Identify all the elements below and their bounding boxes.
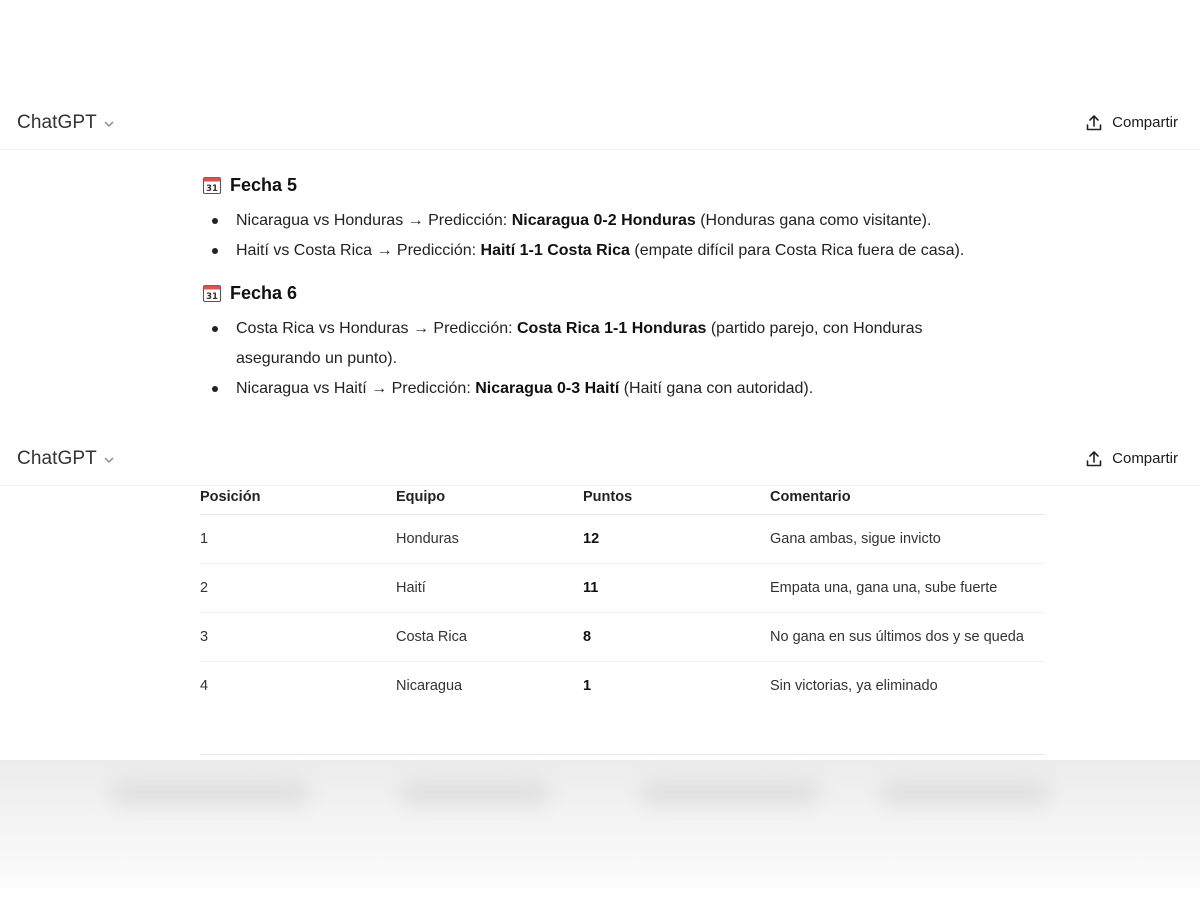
list-item: Nicaragua vs Honduras → Predicción: Nicaragua 0-2 Honduras (Honduras gana como visitante). bbox=[202, 206, 1062, 236]
cell-comment: Empata una, gana una, sube fuerte bbox=[770, 563, 1044, 612]
standings-table bbox=[200, 480, 1044, 710]
share-label: Compartir bbox=[1112, 450, 1178, 467]
brand-label: ChatGPT bbox=[17, 447, 97, 469]
top-header bbox=[0, 96, 1200, 150]
cell-comment: Gana ambas, sigue invicto bbox=[770, 514, 1044, 563]
cell-comment: Sin victorias, ya eliminado bbox=[770, 677, 938, 694]
cell-comment: No gana en sus últimos dos y se queda bbox=[770, 612, 1044, 661]
chevron-down-icon bbox=[103, 118, 115, 130]
list-item: Costa Rica vs Honduras → Predicción: Costa Rica 1-1 Honduras (partido parejo, con Honduras asegurando un punto). bbox=[202, 314, 962, 374]
cell-position: 4 bbox=[200, 677, 209, 694]
cell-points: 11 bbox=[583, 563, 770, 612]
cell-team: Nicaragua bbox=[396, 677, 463, 694]
cell-team: Honduras bbox=[396, 514, 583, 563]
table-row bbox=[200, 563, 1044, 612]
cell-points: 1 bbox=[583, 677, 592, 694]
chevron-down-icon bbox=[103, 454, 115, 466]
calendar-icon bbox=[202, 175, 222, 195]
share-label: Compartir bbox=[1112, 114, 1178, 131]
blurred-shape bbox=[640, 778, 820, 806]
column-header: Comentario bbox=[770, 480, 1044, 514]
fecha-title: Fecha 6 bbox=[230, 282, 298, 303]
fecha-block bbox=[202, 280, 1062, 404]
fecha-heading bbox=[202, 172, 1062, 198]
table-bottom-divider bbox=[200, 754, 1044, 755]
model-selector[interactable] bbox=[17, 112, 115, 134]
share-upload-icon bbox=[1084, 113, 1104, 133]
share-upload-icon bbox=[1084, 449, 1104, 469]
blurred-shape bbox=[880, 778, 1050, 806]
model-selector[interactable] bbox=[17, 448, 115, 470]
column-header: Equipo bbox=[396, 480, 583, 514]
table-header-row bbox=[200, 480, 1044, 514]
fecha-heading bbox=[202, 280, 1062, 306]
blurred-shape bbox=[110, 778, 310, 806]
fecha-block bbox=[202, 172, 1062, 266]
svg-text:31: 31 bbox=[206, 184, 218, 194]
list-item: Haití vs Costa Rica → Predicción: Haití 1-1 Costa Rica (empate difícil para Costa Rica fuera de casa). bbox=[202, 236, 1062, 266]
cell-points: 12 bbox=[583, 514, 770, 563]
table-row bbox=[200, 661, 1044, 710]
cell-points: 8 bbox=[583, 612, 770, 661]
standings-table-container bbox=[200, 480, 1044, 710]
prediction-list bbox=[202, 206, 1062, 266]
svg-text:31: 31 bbox=[206, 292, 218, 302]
chat-message bbox=[202, 172, 1062, 404]
share-button[interactable] bbox=[1080, 443, 1182, 475]
column-header: Posición bbox=[200, 480, 396, 514]
calendar-icon bbox=[202, 283, 222, 303]
cell-position: 2 bbox=[200, 563, 396, 612]
table-row bbox=[200, 514, 1044, 563]
second-header bbox=[0, 432, 1200, 486]
blurred-footer-area bbox=[0, 760, 1200, 900]
list-item: Nicaragua vs Haití → Predicción: Nicaragua 0-3 Haití (Haití gana con autoridad). bbox=[202, 374, 1062, 404]
cell-team: Haití bbox=[396, 563, 583, 612]
blurred-shape bbox=[400, 778, 550, 806]
fecha-title: Fecha 5 bbox=[230, 174, 298, 195]
share-button[interactable] bbox=[1080, 107, 1182, 139]
prediction-list bbox=[202, 314, 1062, 404]
cell-team: Costa Rica bbox=[396, 612, 583, 661]
cell-position: 1 bbox=[200, 514, 396, 563]
table-row bbox=[200, 612, 1044, 661]
brand-label: ChatGPT bbox=[17, 111, 97, 133]
column-header: Puntos bbox=[583, 480, 770, 514]
cell-position: 3 bbox=[200, 612, 396, 661]
